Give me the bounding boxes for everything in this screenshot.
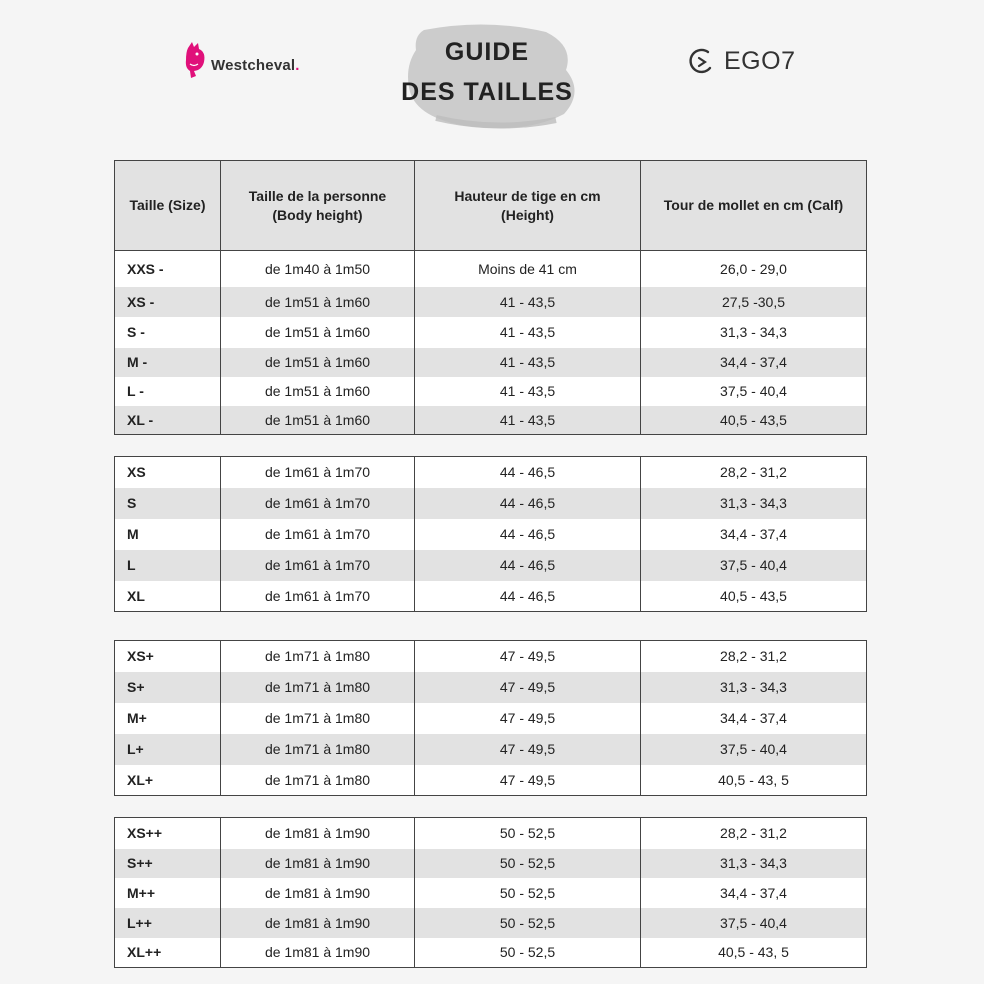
size-cell: XS: [115, 457, 221, 488]
page-title: [396, 32, 578, 112]
size-cell: L: [115, 550, 221, 581]
shaft-height-cell: 47 - 49,5: [415, 672, 641, 703]
body-height-cell: de 1m61 à 1m70: [221, 457, 415, 488]
shaft-height-cell: 47 - 49,5: [415, 703, 641, 734]
calf-cell: 34,4 - 37,4: [641, 348, 867, 377]
body-height-cell: de 1m81 à 1m90: [221, 908, 415, 938]
shaft-height-cell: 50 - 52,5: [415, 908, 641, 938]
table-row: [115, 765, 867, 796]
size-cell: XS++: [115, 818, 221, 849]
ego7-emblem-icon: [688, 46, 716, 76]
table-row: [115, 550, 867, 581]
size-table-group-3: [114, 640, 867, 796]
size-cell: S++: [115, 849, 221, 878]
shaft-height-cell: 44 - 46,5: [415, 457, 641, 488]
page-header: [0, 0, 984, 150]
size-cell: XL -: [115, 406, 221, 435]
body-height-cell: de 1m71 à 1m80: [221, 703, 415, 734]
table-row: [115, 406, 867, 435]
calf-cell: 37,5 - 40,4: [641, 908, 867, 938]
size-cell: M: [115, 519, 221, 550]
size-cell: XL++: [115, 938, 221, 968]
shaft-height-cell: 50 - 52,5: [415, 849, 641, 878]
column-header: Taille (Size): [115, 161, 221, 251]
size-cell: S+: [115, 672, 221, 703]
table-row: [115, 878, 867, 908]
size-cell: S -: [115, 317, 221, 348]
size-cell: M -: [115, 348, 221, 377]
calf-cell: 37,5 - 40,4: [641, 377, 867, 406]
shaft-height-cell: 47 - 49,5: [415, 641, 641, 672]
table-row: [115, 457, 867, 488]
size-cell: XS -: [115, 287, 221, 317]
calf-cell: 37,5 - 40,4: [641, 734, 867, 765]
calf-cell: 26,0 - 29,0: [641, 251, 867, 287]
calf-cell: 34,4 - 37,4: [641, 703, 867, 734]
body-height-cell: de 1m81 à 1m90: [221, 818, 415, 849]
size-cell: L++: [115, 908, 221, 938]
calf-cell: 31,3 - 34,3: [641, 317, 867, 348]
body-height-cell: de 1m71 à 1m80: [221, 641, 415, 672]
table-row: [115, 703, 867, 734]
size-cell: M++: [115, 878, 221, 908]
calf-cell: 40,5 - 43,5: [641, 581, 867, 612]
table-row: [115, 348, 867, 377]
shaft-height-cell: 44 - 46,5: [415, 519, 641, 550]
column-header: [221, 161, 415, 251]
calf-cell: 28,2 - 31,2: [641, 818, 867, 849]
size-cell: XL+: [115, 765, 221, 796]
table-row: [115, 519, 867, 550]
shaft-height-cell: 44 - 46,5: [415, 488, 641, 519]
ego7-logo: [688, 46, 795, 76]
size-cell: L -: [115, 377, 221, 406]
table-row: [115, 734, 867, 765]
title-line-2: DES TAILLES: [401, 78, 573, 106]
calf-cell: 27,5 -30,5: [641, 287, 867, 317]
ego7-name: EGO7: [724, 46, 796, 75]
calf-cell: 40,5 - 43,5: [641, 406, 867, 435]
shaft-height-cell: 50 - 52,5: [415, 878, 641, 908]
calf-cell: 40,5 - 43, 5: [641, 765, 867, 796]
shaft-height-cell: 44 - 46,5: [415, 550, 641, 581]
calf-cell: 31,3 - 34,3: [641, 849, 867, 878]
shaft-height-cell: 47 - 49,5: [415, 734, 641, 765]
body-height-cell: de 1m71 à 1m80: [221, 672, 415, 703]
body-height-cell: de 1m61 à 1m70: [221, 488, 415, 519]
column-header: Tour de mollet en cm (Calf): [641, 161, 867, 251]
body-height-cell: de 1m81 à 1m90: [221, 878, 415, 908]
body-height-cell: de 1m61 à 1m70: [221, 519, 415, 550]
body-height-cell: de 1m61 à 1m70: [221, 581, 415, 612]
shaft-height-cell: 50 - 52,5: [415, 938, 641, 968]
column-header-line: Hauteur de tige en cm: [454, 187, 601, 204]
title-block: [396, 22, 596, 137]
table-row: [115, 317, 867, 348]
table-row: [115, 672, 867, 703]
column-header-line: Taille de la personne: [248, 187, 387, 204]
body-height-cell: de 1m51 à 1m60: [221, 377, 415, 406]
size-cell: L+: [115, 734, 221, 765]
size-cell: M+: [115, 703, 221, 734]
column-header: [415, 161, 641, 251]
calf-cell: 34,4 - 37,4: [641, 878, 867, 908]
shaft-height-cell: 41 - 43,5: [415, 287, 641, 317]
shaft-height-cell: 41 - 43,5: [415, 406, 641, 435]
calf-cell: 28,2 - 31,2: [641, 457, 867, 488]
calf-cell: 37,5 - 40,4: [641, 550, 867, 581]
title-line-1: GUIDE: [444, 38, 530, 66]
column-header-line: (Body height): [272, 206, 363, 223]
size-table-group-2: [114, 456, 867, 612]
table-row: [115, 818, 867, 849]
table-row: [115, 581, 867, 612]
calf-cell: 31,3 - 34,3: [641, 488, 867, 519]
body-height-cell: de 1m40 à 1m50: [221, 251, 415, 287]
horse-head-icon: [182, 40, 210, 80]
westcheval-name: Westcheval: [211, 56, 296, 74]
size-cell: S: [115, 488, 221, 519]
table-row: [115, 488, 867, 519]
table-row: [115, 938, 867, 968]
shaft-height-cell: 50 - 52,5: [415, 818, 641, 849]
calf-cell: 40,5 - 43, 5: [641, 938, 867, 968]
size-table-group-4: [114, 817, 867, 968]
shaft-height-cell: 44 - 46,5: [415, 581, 641, 612]
shaft-height-cell: 41 - 43,5: [415, 317, 641, 348]
calf-cell: 28,2 - 31,2: [641, 641, 867, 672]
body-height-cell: de 1m51 à 1m60: [221, 406, 415, 435]
calf-cell: 34,4 - 37,4: [641, 519, 867, 550]
calf-cell: 31,3 - 34,3: [641, 672, 867, 703]
body-height-cell: de 1m51 à 1m60: [221, 317, 415, 348]
shaft-height-cell: Moins de 41 cm: [415, 251, 641, 287]
size-cell: XXS -: [115, 251, 221, 287]
table-row: [115, 849, 867, 878]
body-height-cell: de 1m61 à 1m70: [221, 550, 415, 581]
body-height-cell: de 1m51 à 1m60: [221, 348, 415, 377]
body-height-cell: de 1m51 à 1m60: [221, 287, 415, 317]
table-row: [115, 377, 867, 406]
body-height-cell: de 1m81 à 1m90: [221, 849, 415, 878]
size-cell: XL: [115, 581, 221, 612]
shaft-height-cell: 41 - 43,5: [415, 348, 641, 377]
shaft-height-cell: 47 - 49,5: [415, 765, 641, 796]
body-height-cell: de 1m71 à 1m80: [221, 765, 415, 796]
body-height-cell: de 1m71 à 1m80: [221, 734, 415, 765]
shaft-height-cell: 41 - 43,5: [415, 377, 641, 406]
table-row: [115, 287, 867, 317]
size-cell: XS+: [115, 641, 221, 672]
size-guide-tables: [114, 160, 866, 968]
column-header-line: (Height): [501, 206, 554, 223]
body-height-cell: de 1m81 à 1m90: [221, 938, 415, 968]
size-table-group-1: [114, 160, 867, 435]
table-row: [115, 251, 867, 287]
westcheval-logo: [182, 38, 299, 82]
westcheval-dot: .: [295, 56, 300, 74]
table-row: [115, 908, 867, 938]
table-header-row: [115, 161, 867, 251]
table-row: [115, 641, 867, 672]
